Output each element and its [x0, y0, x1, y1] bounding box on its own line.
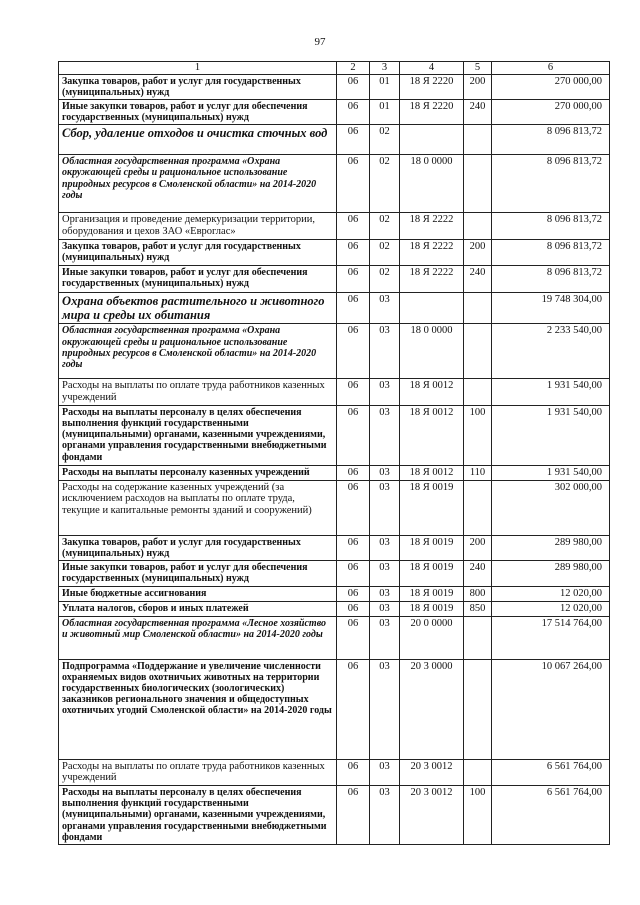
row-section-cell: 06 [337, 99, 370, 124]
row-amount-cell: 270 000,00 [492, 74, 610, 99]
row-amount-cell: 270 000,00 [492, 99, 610, 124]
row-expense-type-cell: 240 [464, 265, 492, 292]
row-amount-cell: 10 067 264,00 [492, 659, 610, 759]
row-section-cell: 06 [337, 125, 370, 155]
row-expense-type-cell [464, 759, 492, 786]
row-subsection-cell: 02 [370, 213, 400, 240]
table-row [59, 292, 610, 324]
row-section-cell: 06 [337, 74, 370, 99]
row-target-code-cell [400, 125, 464, 155]
header-row [59, 62, 610, 75]
row-section-cell: 06 [337, 405, 370, 465]
row-section-cell: 06 [337, 240, 370, 265]
row-target-code-cell: 18 Я 0019 [400, 561, 464, 587]
row-expense-type-cell: 100 [464, 405, 492, 465]
row-expense-type-cell: 100 [464, 786, 492, 845]
row-target-code-cell: 18 0 0000 [400, 324, 464, 379]
row-section-cell: 06 [337, 659, 370, 759]
row-amount-cell: 289 980,00 [492, 535, 610, 560]
row-name-cell: Охрана объектов растительного и животного мира и среды их обитания [59, 292, 337, 324]
table-row [59, 601, 610, 616]
table-row [59, 405, 610, 465]
row-section-cell: 06 [337, 465, 370, 480]
row-expense-type-cell: 200 [464, 240, 492, 265]
row-target-code-cell: 18 0 0000 [400, 155, 464, 213]
row-amount-cell: 8 096 813,72 [492, 265, 610, 292]
header-col-6: 6 [492, 62, 610, 75]
row-target-code-cell: 18 Я 2222 [400, 265, 464, 292]
row-section-cell: 06 [337, 480, 370, 535]
row-section-cell: 06 [337, 324, 370, 379]
table-row [59, 535, 610, 560]
row-expense-type-cell [464, 125, 492, 155]
table-row [59, 213, 610, 240]
budget-table [58, 61, 610, 845]
row-name-cell: Иные бюджетные ассигнования [59, 587, 337, 602]
row-amount-cell: 302 000,00 [492, 480, 610, 535]
row-target-code-cell: 18 Я 0019 [400, 587, 464, 602]
row-subsection-cell: 03 [370, 587, 400, 602]
row-section-cell: 06 [337, 601, 370, 616]
row-target-code-cell: 20 3 0012 [400, 786, 464, 845]
row-amount-cell: 1 931 540,00 [492, 405, 610, 465]
table-row [59, 616, 610, 659]
row-subsection-cell: 03 [370, 616, 400, 659]
row-expense-type-cell: 850 [464, 601, 492, 616]
row-name-cell: Расходы на содержание казенных учреждений (за исключением расходов на выплаты по оплате труда, текущие и капитальные ремонты зданий и сооружений) [59, 480, 337, 535]
header-col-4: 4 [400, 62, 464, 75]
row-amount-cell: 2 233 540,00 [492, 324, 610, 379]
row-subsection-cell: 02 [370, 125, 400, 155]
row-section-cell: 06 [337, 379, 370, 406]
row-amount-cell: 8 096 813,72 [492, 240, 610, 265]
row-subsection-cell: 02 [370, 155, 400, 213]
row-target-code-cell: 18 Я 2222 [400, 213, 464, 240]
row-target-code-cell [400, 292, 464, 324]
row-target-code-cell: 18 Я 0012 [400, 379, 464, 406]
row-expense-type-cell: 200 [464, 74, 492, 99]
row-section-cell: 06 [337, 292, 370, 324]
header-col-2: 2 [337, 62, 370, 75]
row-subsection-cell: 01 [370, 99, 400, 124]
table-row [59, 587, 610, 602]
row-amount-cell: 6 561 764,00 [492, 786, 610, 845]
table-row [59, 125, 610, 155]
row-subsection-cell: 03 [370, 292, 400, 324]
row-amount-cell: 8 096 813,72 [492, 155, 610, 213]
table-row [59, 561, 610, 587]
row-target-code-cell: 18 Я 2220 [400, 99, 464, 124]
row-target-code-cell: 18 Я 0019 [400, 480, 464, 535]
row-subsection-cell: 03 [370, 465, 400, 480]
row-amount-cell: 289 980,00 [492, 561, 610, 587]
table-row [59, 759, 610, 786]
row-name-cell: Закупка товаров, работ и услуг для государственных (муниципальных) нужд [59, 535, 337, 560]
row-target-code-cell: 18 Я 2220 [400, 74, 464, 99]
row-name-cell: Закупка товаров, работ и услуг для государственных (муниципальных) нужд [59, 240, 337, 265]
row-subsection-cell: 03 [370, 561, 400, 587]
row-name-cell: Организация и проведение демеркуризации территории, оборудования и цехов ЗАО «Евроглас» [59, 213, 337, 240]
row-target-code-cell: 20 3 0000 [400, 659, 464, 759]
row-expense-type-cell: 240 [464, 561, 492, 587]
row-name-cell: Расходы на выплаты персоналу казенных учреждений [59, 465, 337, 480]
row-section-cell: 06 [337, 587, 370, 602]
row-amount-cell: 12 020,00 [492, 587, 610, 602]
row-name-cell: Расходы на выплаты по оплате труда работников казенных учреждений [59, 759, 337, 786]
row-amount-cell: 17 514 764,00 [492, 616, 610, 659]
row-subsection-cell: 03 [370, 759, 400, 786]
row-expense-type-cell: 240 [464, 99, 492, 124]
row-target-code-cell: 18 Я 2222 [400, 240, 464, 265]
row-amount-cell: 1 931 540,00 [492, 379, 610, 406]
row-target-code-cell: 20 3 0012 [400, 759, 464, 786]
row-expense-type-cell [464, 379, 492, 406]
row-expense-type-cell: 200 [464, 535, 492, 560]
row-subsection-cell: 03 [370, 659, 400, 759]
row-name-cell: Закупка товаров, работ и услуг для государственных (муниципальных) нужд [59, 74, 337, 99]
row-subsection-cell: 01 [370, 74, 400, 99]
row-expense-type-cell [464, 213, 492, 240]
row-expense-type-cell [464, 155, 492, 213]
row-name-cell: Иные закупки товаров, работ и услуг для обеспечения государственных (муниципальных) нужд [59, 561, 337, 587]
row-amount-cell: 8 096 813,72 [492, 125, 610, 155]
row-subsection-cell: 03 [370, 601, 400, 616]
header-col-5: 5 [464, 62, 492, 75]
row-expense-type-cell [464, 616, 492, 659]
row-section-cell: 06 [337, 616, 370, 659]
row-subsection-cell: 03 [370, 405, 400, 465]
row-expense-type-cell: 110 [464, 465, 492, 480]
header-col-1: 1 [59, 62, 337, 75]
table-row [59, 465, 610, 480]
table-row [59, 74, 610, 99]
row-expense-type-cell [464, 659, 492, 759]
row-section-cell: 06 [337, 561, 370, 587]
table-row [59, 786, 610, 845]
row-expense-type-cell [464, 292, 492, 324]
row-expense-type-cell [464, 480, 492, 535]
page-number: 97 [314, 36, 326, 48]
table-row [59, 240, 610, 265]
row-subsection-cell: 03 [370, 480, 400, 535]
row-subsection-cell: 03 [370, 535, 400, 560]
row-amount-cell: 1 931 540,00 [492, 465, 610, 480]
row-subsection-cell: 03 [370, 786, 400, 845]
row-section-cell: 06 [337, 786, 370, 845]
table-body [59, 74, 610, 844]
row-target-code-cell: 18 Я 0012 [400, 405, 464, 465]
row-target-code-cell: 18 Я 0019 [400, 601, 464, 616]
row-section-cell: 06 [337, 535, 370, 560]
row-name-cell: Сбор, удаление отходов и очистка сточных вод [59, 125, 337, 155]
row-target-code-cell: 18 Я 0019 [400, 535, 464, 560]
row-section-cell: 06 [337, 213, 370, 240]
row-name-cell: Областная государственная программа «Лесное хозяйство и животный мир Смоленской области» на 2014-2020 годы [59, 616, 337, 659]
row-name-cell: Подпрограмма «Поддержание и увеличение численности охраняемых видов охотничьих животных на территории государственных биологических (зоологических) заказников регионального значения и общедоступных охотничьих угодий Смоленской области» на 2014-2020 годы [59, 659, 337, 759]
table-row [59, 155, 610, 213]
table-row [59, 324, 610, 379]
header-col-3: 3 [370, 62, 400, 75]
row-name-cell: Расходы на выплаты персоналу в целях обеспечения выполнения функций государственными (муниципальными) органами, казенными учреждениями, органами управления государственными внебюджетными фондами [59, 786, 337, 845]
table-row [59, 659, 610, 759]
row-name-cell: Областная государственная программа «Охрана окружающей среды и рациональное использование природных ресурсов в Смоленской области» на 2014-2020 годы [59, 324, 337, 379]
table-row [59, 379, 610, 406]
row-name-cell: Уплата налогов, сборов и иных платежей [59, 601, 337, 616]
row-name-cell: Расходы на выплаты персоналу в целях обеспечения выполнения функций государственными (муниципальными) органами, казенными учреждениями, органами управления государственными внебюджетными фондами [59, 405, 337, 465]
row-expense-type-cell [464, 324, 492, 379]
row-section-cell: 06 [337, 265, 370, 292]
table-row [59, 99, 610, 124]
table-row [59, 265, 610, 292]
row-amount-cell: 12 020,00 [492, 601, 610, 616]
row-name-cell: Областная государственная программа «Охрана окружающей среды и рациональное использование природных ресурсов в Смоленской области» на 2014-2020 годы [59, 155, 337, 213]
row-subsection-cell: 03 [370, 379, 400, 406]
row-amount-cell: 8 096 813,72 [492, 213, 610, 240]
row-name-cell: Иные закупки товаров, работ и услуг для обеспечения государственных (муниципальных) нужд [59, 265, 337, 292]
row-subsection-cell: 02 [370, 240, 400, 265]
row-subsection-cell: 02 [370, 265, 400, 292]
row-target-code-cell: 20 0 0000 [400, 616, 464, 659]
row-section-cell: 06 [337, 759, 370, 786]
row-name-cell: Расходы на выплаты по оплате труда работников казенных учреждений [59, 379, 337, 406]
table-row [59, 480, 610, 535]
row-target-code-cell: 18 Я 0012 [400, 465, 464, 480]
row-name-cell: Иные закупки товаров, работ и услуг для обеспечения государственных (муниципальных) нужд [59, 99, 337, 124]
row-subsection-cell: 03 [370, 324, 400, 379]
row-expense-type-cell: 800 [464, 587, 492, 602]
row-section-cell: 06 [337, 155, 370, 213]
row-amount-cell: 6 561 764,00 [492, 759, 610, 786]
row-amount-cell: 19 748 304,00 [492, 292, 610, 324]
